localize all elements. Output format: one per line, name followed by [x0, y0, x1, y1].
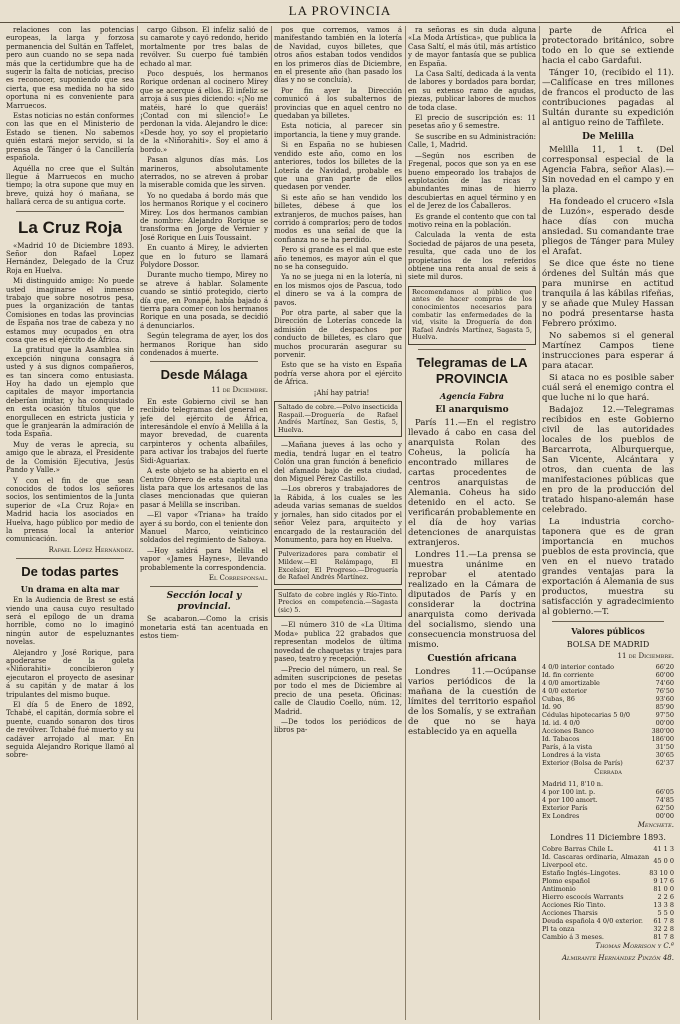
market-value: 186'00 — [651, 735, 674, 744]
paragraph: —El vapor «Triana» ha traído ayer á su bordo, con el teniente don Manuel Marco, veinticinco soldados del regimiento de Saboya. — [140, 511, 268, 545]
market-row — [542, 901, 674, 909]
paragraph: parte de África el protectorado británico, sobre todo en lo que se extiende hacia el cabo Gardafui. — [542, 26, 674, 66]
advertisement: Recomendamos al público que antes de hacer compras de los conocimientos necesarios para combatir las enfermedades de la vid, visite la Droguería de don Rafael Andrés Martínez, Sagasta 5, Huelva. — [408, 286, 536, 345]
signature: Thomas Morrison y C.ª — [595, 942, 674, 951]
market-value: 74'60 — [655, 679, 674, 688]
paragraph: —Según nos escriben de Fregenal, pocos que son ya en ese bueno empeorado los trabajos de explotación de las ricas y abundantes minas de hierro descubiertas en aquel término y en el de Jerez de los Caballeros. — [408, 151, 536, 211]
paragraph: Si ataca no es posible saber cuál será el enemigo contra el que luche ni lo que hará. — [542, 373, 674, 403]
paragraph: Ya no se juega ni en la lotería, ni en los mismos ojos de Pascua, todo el dinero se va á la compra de pavos. — [274, 273, 402, 307]
market-row — [542, 885, 674, 893]
paragraph: Alejandro y José Rorique, para apoderarse de la goleta «Niñorahiti» concibieron y ejecutaron el proyecto de asesinar á su capitán y de matar á los tripulantes del mismo buque. — [6, 648, 134, 699]
divider — [150, 361, 258, 362]
column-rule — [539, 26, 540, 1020]
market-label: Deuda española 4 0/0 exterior. — [542, 917, 643, 926]
paragraph: Y con el fin de que sean conocidos de todos los señores socios, los sentimientos de la Junta superior de «La Cruz Roja» en Madrid hacia los asociados en Huelva, hago público por medio de la prensa local la anterior comunicación. — [6, 476, 134, 544]
market-row — [542, 671, 674, 679]
paragraph: Por fin ayer la Dirección comunicó á los subalternos de provincias que en aquel centro no quedaban ya billetes. — [274, 86, 402, 121]
masthead — [0, 0, 680, 23]
market-row — [542, 925, 674, 933]
paragraph: Esto que se ha visto en España podría verse ahora por el ejército de África. — [274, 361, 402, 387]
market-value: 32 2 8 — [653, 925, 674, 934]
market-row — [542, 695, 674, 703]
market-value: 9 17 6 — [653, 877, 674, 886]
market-value: 66'20 — [655, 663, 674, 672]
market-label: 4 por 100 amort. — [542, 795, 598, 804]
paragraph: ra señoras es sin duda alguna «La Moda Artística», que publica la Casa Saltí, el más útil, más artístico y de mayor fantasía que se publica en España. — [408, 26, 536, 68]
agency-name: Agencia Fabra — [439, 390, 504, 401]
paragraph: Estas noticias no están conformes con las que en el Ministerio de Estado se tienen. No sabemos quién estará mejor servido, si la prensa de Tánger ó la Cancillería española. — [6, 112, 134, 163]
market-row — [542, 727, 674, 735]
market-label: 4 0/0 interior contado — [542, 663, 615, 672]
column-rule — [405, 26, 406, 1020]
market-row — [542, 917, 674, 925]
market-label: Hierro escocés Warrants — [542, 893, 624, 902]
paragraph: —El número 310 de «La Última Moda» publica 22 grabados que representan modelos de última novedad de chaquetas y trajes para paseo, teatro y recepción. — [274, 621, 402, 664]
paragraph: Yo no quedaba á bordo más que los hermanos Rorique y el cocinero Mirey. Los dos hermanos cambian de nombre: Alejandro Rorique se transforma en Jorge de Vernier y José Rorique en Luis Toussaint. — [140, 191, 268, 242]
market-label: Pl ta onza — [542, 925, 575, 934]
subheadline-cuestion-africana: Cuestión africana — [427, 653, 517, 664]
paragraph: Melilla 11, 1 t. (Del corresponsal especial de la Agencia Fabra, señor Alas).—Sin novedad en el campo y en la plaza. — [542, 145, 674, 195]
address: Almirante Hernández Pinzón 48. — [561, 953, 674, 962]
market-value: 83 10 0 — [649, 869, 674, 878]
headline-cruz-roja: La Cruz Roja — [18, 217, 122, 237]
paragraph: Londres 11.—Ocúpanse varios periódicos de la mañana de la cuestión de límites del territorio español de los Somalís, y se extrañan de que no se haya establecido ya en aquella — [408, 666, 536, 737]
market-label: Londres á la vista — [542, 751, 601, 760]
paragraph: Poco después, los hermanos Rorique ordenan al cocinero Mirey que se acerque á ellos. El infeliz se arroja á sus pies diciendo: «¡No me matéis, haré lo que queráis! ¡Contad con mi silencio!» Le perdonan la vida. Alejandro le dice: «Desde hoy, yo soy el propietario de la «Niñorahiti». Soy el amo á bordo.» — [140, 70, 268, 154]
market-value: 66'05 — [655, 787, 674, 796]
masthead-title: LA PROVINCIA — [288, 3, 392, 18]
paragraph: En este Gobierno civil se han recibido telegramas del general en jefe del ejército de África, interesándole el envío á Melilla á la mayor brevedad, de cuarenta carpinteros y ochenta albañiles, para activar los trabajos del fuerte Sidi-Aguariax. — [140, 397, 268, 465]
market-value: 74'85 — [655, 795, 674, 804]
market-label: Id. id. 4 0/0 — [542, 719, 580, 728]
market-value: 81 7 8 — [653, 933, 674, 942]
market-table — [542, 663, 674, 767]
market-row — [542, 759, 674, 767]
paragraph: Muy de veras le aprecia, su amigo que le abraza, el Presidente de la Comisión Ejecutiva, Jesús Pando y Valle.» — [6, 440, 134, 475]
market-row — [542, 877, 674, 885]
divider — [16, 558, 124, 559]
dateline: 11 de Diciembre. — [211, 386, 268, 395]
market-label: Cédulas hipotecarias 5 0/0 — [542, 711, 630, 720]
column-1 — [6, 26, 134, 1020]
column-rule — [271, 26, 272, 1020]
market-row — [542, 796, 674, 804]
market-label: Plomo español — [542, 877, 590, 886]
paragraph: Se dice que éste no tiene órdenes del Sultán más que para munirse en actitud tranquila á las kábilas rifeñas, y se añade que Muley Hassan no podrá presentarse hasta Febrero próximo. — [542, 259, 674, 329]
paragraph: Mi distinguido amigo: No puede usted imaginarse el inmenso trabajo que sobre nosotros pesa, pues la organización de tantas Comisiones en todas las provincias de España nos trae de cabeza y no estamos muy ocupados en otra cosa que es el ejército de África. — [6, 277, 134, 344]
market-value: 2 2 6 — [657, 893, 674, 902]
paragraph: La gratitud que la Asamblea sin excepción ninguna consagra á usted y á sus dignos compañeros, es tan sincera como entusiasta. Hoy ha dado un ejemplo que capitales de mayor importancia deberían imitar, y ha conquistado en esta ocasión títulos que le enorgullecen en estricta justicia y que le granjearán la admiración de toda España. — [6, 346, 134, 439]
market-row — [542, 909, 674, 917]
market-value — [643, 780, 674, 788]
subheadline-bolsa: BOLSA DE MADRID — [566, 640, 650, 649]
column-rule — [137, 26, 138, 1020]
market-value: 30'65 — [655, 751, 674, 760]
paragraph: Si en España no se hubiesen vendido este año, como en los anteriores, todos los billetes de la Lotería de Navidad, probable es que una gran parte de ellos quedasen por vender. — [274, 141, 402, 192]
paragraph: cargo Gibson. El infeliz salió de su camarote y cayó redondo, herido mortalmente por tres balas de revólver. Su cuerpo fué también echado al mar. — [140, 26, 268, 68]
subheadline-de-melilla: De Melilla — [582, 132, 634, 142]
divider — [418, 349, 526, 350]
headline-telegramas: Telegramas de LA PROVINCIA — [416, 354, 528, 386]
market-row — [542, 780, 674, 788]
market-table — [542, 780, 674, 820]
paragraph: Si este año se han vendido los billetes, débese á que los extranjeros, de muchos países, han corrido á comprarlos; pero de todos modos es una señal de que la confianza no se ha perdido. — [274, 193, 402, 244]
paragraph: A este objeto se ha abierto en el Centro Obrero de esta capital una lista para que los artesanos de las clases mencionadas que quieran pasar á Melilla se inscriban. — [140, 467, 268, 509]
market-row — [542, 893, 674, 901]
paragraph: En la Audiencia de Brest se está viendo una causa cuyo resultado será el epílogo de un drama horrible, como no lo imaginó ningún autor de espeluznantes novelas. — [6, 596, 134, 647]
market-row — [542, 719, 674, 727]
closing-note: Cerrada — [594, 768, 622, 777]
paragraph: —De todos los periódicos de libros pa- — [274, 717, 402, 735]
paragraph: relaciones con las potencias europeas, la larga y forzosa permanencia del Sultán en Taffelet, pero aun cuando no se sepa nada más que la certidumbre que ha de sugerir la falta de noticias, preciso es reconocer, suponiendo que sea cierta, que esa medida no ha sido oportuna ni es conveniente para Marruecos. — [6, 26, 134, 110]
market-row — [542, 869, 674, 877]
market-value: 45 0 0 — [653, 857, 674, 866]
subheadline-anarquismo: El anarquismo — [435, 404, 509, 415]
paragraph: Pasan algunos días más. Los marineros, absolutamente aterrados, no se atreven á probar la miserable comida que les sirven. — [140, 156, 268, 190]
market-label: Acciones Tharsis — [542, 909, 598, 918]
subheadline-londres: Londres 11 Diciembre 1893. — [550, 833, 666, 843]
market-value: 00'00 — [655, 811, 674, 820]
market-value: 62'50 — [655, 803, 674, 812]
market-label: Cambio á 3 meses. — [542, 933, 604, 942]
market-label: Id. Cascaras ordinaria, Almazan Liverpool etc. — [542, 853, 650, 870]
market-value: 41 1 3 — [653, 845, 674, 854]
market-value: 5 5 0 — [657, 909, 674, 918]
market-row — [542, 663, 674, 671]
dateline: 11 de Diciembre. — [617, 652, 674, 660]
column-4 — [408, 26, 536, 1020]
market-value: 76'50 — [655, 687, 674, 696]
market-row — [542, 711, 674, 719]
paragraph: Aquélla no cree que el Sultán llegue á Marruecos en mucho tiempo; la otra supone que muy en breve, quizá hoy ó mañana, se hallará cerca de su antigua corte. — [6, 164, 134, 207]
market-label: Id. fin corriente — [542, 671, 594, 680]
paragraph: El precio de suscripción es: 11 pesetas año y 6 semestre. — [408, 114, 536, 131]
paragraph: Badajoz 12.—Telegramas recibidos en este Gobierno civil de las autoridades locales de los pueblos de Barcarrota, Alburquerque, San Vicente, Alcántara y otros, dan cuenta de las manifestaciones públicas que en pro de la producción del tratado hispano-alemán hase celebrado. — [542, 405, 674, 515]
market-row — [542, 853, 674, 869]
market-label: Exterior París — [542, 803, 588, 812]
column-3 — [274, 26, 402, 1020]
paragraph: Por otra parte, al saber que la Dirección de Loterías concede la admisión de despachos por conducto de billetes, es claro que muchos procurarán asegurar su porvenir. — [274, 309, 402, 360]
advertisement: Sulfato de cobre inglés y Río-Tinto. Precios en competencia.—Sagasta (sic) 5. — [274, 589, 402, 618]
market-label: Exterior (Bolsa de París) — [542, 759, 623, 768]
subheadline-valores: Valores públicos — [571, 626, 645, 636]
market-row — [542, 812, 674, 820]
market-value: 380'00 — [651, 727, 674, 736]
market-label: Madrid 11, 8'10 n. — [542, 779, 604, 788]
column-5 — [542, 26, 674, 1020]
market-table — [542, 845, 674, 941]
paragraph: Es grande el contento que con tal motivo reina en la población. — [408, 212, 536, 229]
paragraph: Esta noticia, al parecer sin importancia, la tiene y muy grande. — [274, 122, 402, 139]
market-label: Antimonio — [542, 885, 576, 894]
market-row — [542, 845, 674, 853]
market-row — [542, 735, 674, 743]
market-value: 31'50 — [655, 743, 674, 752]
market-value: 13 3 8 — [653, 901, 674, 910]
paragraph: «Madrid 10 de Diciembre 1893. Señor don Rafael Lopez Hernández, Delegado de la Cruz Roja en Huelva. — [6, 241, 134, 275]
advertisement: Saltado de cobre.—Polvo insecticida Raspail.—Droguería de Rafael Andrés Martínez, San Gestis, 5, Huelva. — [274, 401, 402, 437]
advertisement: Pulverizadores para combatir el Mildew.—El Relámpago, El Excelsior, El Progreso.—Droguería de Rafael Andrés Martínez. — [274, 548, 402, 584]
market-label: 4 por 100 int. p. — [542, 787, 596, 796]
signature: Menchete. — [637, 820, 674, 829]
paragraph: La Casa Saltí, dedicada á la venta de labores y bordados para bordar, en su extenso ramo de agudas, piezas, publicar labores de muchos de toda clase. — [408, 70, 536, 112]
paragraph: No sabemos si el general Martínez Campos tiene instrucciones para esperar á para atacar. — [542, 331, 674, 371]
paragraph: —Hoy saldrá para Melilla el vapor «James Haynes», llevando probablemente la correspondencia. — [140, 546, 268, 572]
paragraph: El día 5 de Enero de 1892, Tchabé, el capitán, dormía sobre el puente, cuando sonaron dos tiros de revólver. Tchabé fué muerto y su cadáver arrojado al mar. En seguida Alejandro Rorique llamó al sobre- — [6, 701, 134, 760]
market-value: 93'60 — [655, 695, 674, 704]
market-row — [542, 751, 674, 759]
market-label: Acciones Banco — [542, 727, 594, 736]
paragraph: Según telegrama de ayer, los dos hermanos Rorique han sido condenados á muerte. — [140, 332, 268, 358]
market-value: 60'00 — [655, 671, 674, 680]
paragraph: —Precio del número, un real. Se admiten suscripciones de pesetas por todo el mes de Diciembre al precio de una peseta. Oficinas: calle de Claudio Coello, núm. 12, Madrid. — [274, 665, 402, 716]
market-label: París, á la vista — [542, 743, 593, 752]
paragraph: —Los obreros y trabajadores de la Rábida, á los cuales se les adeuda varias semanas de sueldos y jornales, han sido citados por el señor Velez para, arquitecto y encargado de la restauración del Monumento, para hoy en Huelva. — [274, 485, 402, 544]
market-label: Estaño Inglés–Lingotes. — [542, 869, 621, 878]
paragraph: Se suscribe en su Administración: Calle, 1, Madrid. — [408, 132, 536, 150]
signature: Rafael López Hernández. — [48, 545, 134, 554]
paragraph: La industria corcho-taponera que es de gran importancia en muchos pueblos de esta provincia, que ven en el nuevo tratado grandes ventajas para la exportación á Alemania de sus productos, muestra su satisfacción y agradecimiento al gobierno.—T. — [542, 517, 674, 617]
market-row — [542, 679, 674, 687]
divider — [552, 621, 664, 622]
market-value: 00'00 — [655, 719, 674, 728]
column-2 — [140, 26, 268, 1020]
market-label: 4 0/0 exterior — [542, 687, 587, 696]
paragraph: París 11.—En el registro llevado á cabo en casa del anarquista Rolan des Coheus, la policía ha encontrado millares de cartas procedentes de centros anarquistas de Alemania. Coheus ha sido detenido en el acto. Se verificarán probablemente en el día de hoy varias detenciones de anarquistas extranjeros. — [408, 417, 536, 548]
divider — [150, 586, 258, 587]
headline-desde-malaga: Desde Málaga — [160, 367, 248, 383]
paragraph: Durante mucho tiempo, Mirey no se atreve á hablar. Solamente cuando se sintió protegido, cierto día que, en Ponapé, había bajado á tierra para comer con los hermanos Rorique en una posada, se decidió á denunciarlos. — [140, 271, 268, 330]
market-value: 62'37 — [655, 759, 674, 768]
market-value: 85'90 — [655, 703, 674, 712]
headline-seccion-local: Sección local y provincial. — [166, 591, 242, 613]
market-value: 97'50 — [655, 711, 674, 720]
market-row — [542, 743, 674, 751]
market-label: Cubas, 86 — [542, 695, 575, 704]
market-value: 81 0 0 — [653, 885, 674, 894]
market-row — [542, 687, 674, 695]
paragraph: ¡Ahí hay patria! — [313, 388, 370, 397]
market-row — [542, 933, 674, 941]
market-value: 61 7 8 — [653, 917, 674, 926]
subheadline-drama: Un drama en alta mar — [20, 584, 120, 595]
market-label: Id. Tabacos — [542, 735, 580, 744]
market-row — [542, 804, 674, 812]
market-label: Ex Londres — [542, 811, 580, 820]
paragraph: Calculada la venta de esta Sociedad de pájaros de una peseta, resulta, que cada uno de los propietarios de los referidos obtiene una renta anual de seis á siete mil duros. — [408, 231, 536, 282]
market-label: 4 0/0 amortizable — [542, 679, 600, 688]
paragraph: Londres 11.—La prensa se muestra unánime en reprobar el atentado realizado en la Cámara de diputados de París y en considerar la doctrina anarquista como derivada del socialismo, siendo una consecuencia monstruosa del mismo. — [408, 549, 536, 650]
paragraph: Tánger 10, (recibido el 11).—Califícase en tres millones de francos el producto de las contribuciones pagadas al Sultán durante su expedición al antiguo reino de Taffilete. — [542, 68, 674, 128]
divider — [16, 211, 124, 212]
paragraph: Pero si grande es el mal que este año tenemos, es mayor aún el que no se ha conseguido. — [274, 246, 402, 271]
market-label: Id. 90 — [542, 703, 562, 712]
market-label: Cobre Barras Chile L. — [542, 845, 614, 854]
market-row — [542, 703, 674, 711]
market-label: Acciones Río Tinto. — [542, 901, 606, 910]
market-row — [542, 788, 674, 796]
paragraph: —Mañana jueves á las ocho y media, tendrá lugar en el teatro Colón una gran función á beneficio del afamado bajo de esta ciudad, don Miguel Pérez Castillo. — [274, 441, 402, 484]
signature: El Corresponsal. — [208, 573, 268, 582]
paragraph: Ha fondeado el crucero «Isla de Luzón», esperado desde hace días con mucha ansiedad. Su comandante trae pliegos de Tánger para Muley el Arafat. — [542, 197, 674, 257]
paragraph: En cuanto á Mirey, le advierten que en lo futuro se llamará Polydore Dossor. — [140, 244, 268, 269]
paragraph: pos que corremos, vamos á manifestando también en la lotería de Navidad, cuyos billetes, que otros años estaban todos vendidos en los primeros días de Diciembre, en el presente año (han pasado los días y no se concluía). — [274, 26, 402, 85]
paragraph: Se acabaron.—Como la crisis monetaria está tan acentuada en estos tiem- — [140, 615, 268, 641]
headline-de-todas-partes: De todas partes — [21, 564, 119, 580]
